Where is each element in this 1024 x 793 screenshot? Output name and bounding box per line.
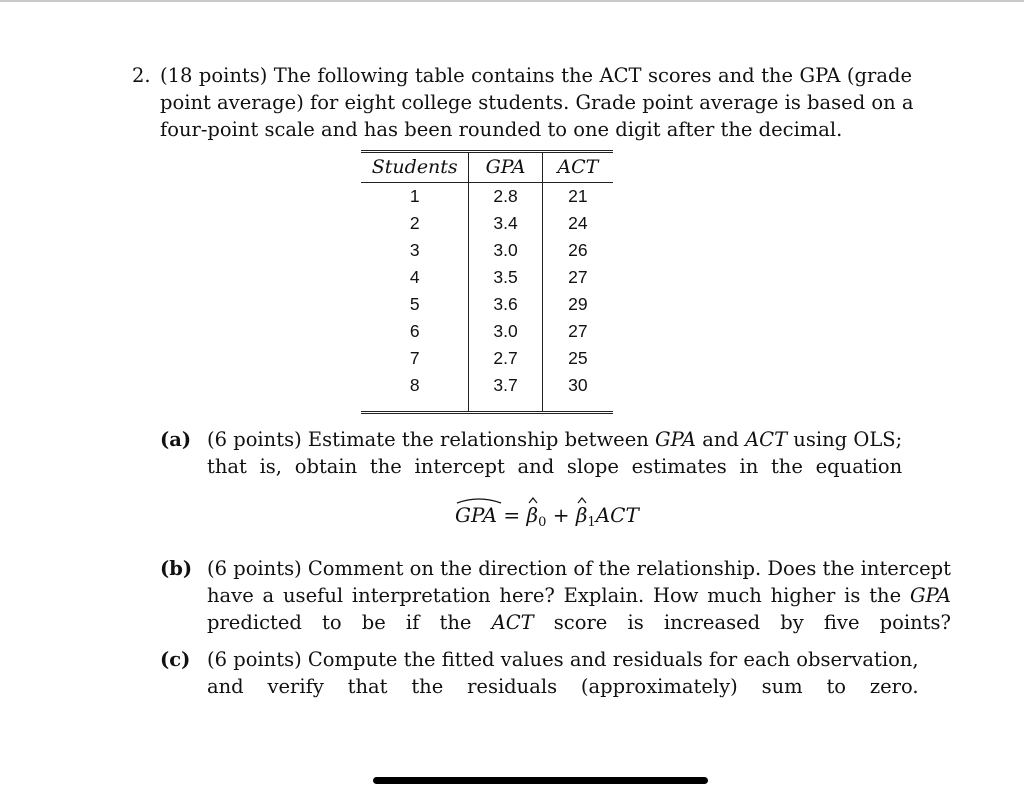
- table-row: [361, 291, 613, 318]
- cell-student: 1: [361, 183, 469, 211]
- eq-plus: +: [546, 503, 576, 527]
- var-act: ACT: [745, 428, 788, 451]
- part-b-text-2: have a useful interpretation here? Explain. How much higher is the: [207, 584, 910, 607]
- hat-icon: [576, 496, 588, 504]
- beta0: [527, 500, 539, 530]
- var-gpa: GPA: [909, 584, 951, 607]
- cell-student: 6: [361, 318, 469, 345]
- table-header-row: [361, 152, 613, 183]
- problem-intro: [160, 62, 912, 143]
- table-row: [361, 237, 613, 264]
- part-c-line-1: (6 points) Compute the fitted values and residuals for each observation,: [207, 648, 919, 671]
- gpa-hat: [455, 500, 497, 530]
- cell-act: 21: [568, 186, 588, 206]
- part-c-text: [207, 646, 919, 700]
- part-a-text: [207, 426, 902, 480]
- part-b-line-2: [207, 582, 951, 609]
- intro-line-3: four-point scale and has been rounded to one digit after the decimal.: [160, 118, 843, 141]
- eq-sub-1: 1: [587, 515, 596, 530]
- eq-beta-0: β: [526, 503, 539, 527]
- cell-act: 26: [568, 240, 588, 260]
- table-row: [361, 318, 613, 345]
- top-divider: [0, 0, 1024, 2]
- part-a-text-3: using OLS;: [787, 428, 903, 451]
- eq-act: ACT: [595, 503, 639, 527]
- cell-student: 2: [361, 210, 469, 237]
- hat-icon: [527, 496, 539, 504]
- cell-act: 24: [568, 213, 588, 233]
- part-a-text-2: and: [696, 428, 746, 451]
- table-row: [361, 264, 613, 291]
- home-indicator[interactable]: [373, 777, 708, 784]
- cell-student: 7: [361, 345, 469, 372]
- cell-student: 4: [361, 264, 469, 291]
- padding-cell: [542, 399, 613, 413]
- intro-line-1: (18 points) The following table contains the ACT scores and the GPA (grade: [160, 64, 912, 87]
- eq-sub-0: 0: [538, 515, 547, 530]
- cell-student: 8: [361, 372, 469, 399]
- cell-gpa: 3.0: [469, 318, 542, 345]
- cell-act: 25: [568, 348, 588, 368]
- part-b-text-4: score is increased by five points?: [533, 611, 951, 634]
- cell-gpa: 2.7: [469, 345, 542, 372]
- cell-gpa: 3.5: [469, 264, 542, 291]
- cell-gpa: 3.7: [469, 372, 542, 399]
- gpa-act-table: [361, 150, 613, 414]
- part-a-line-1: [207, 426, 902, 453]
- part-a-text-1: (6 points) Estimate the relationship between: [207, 428, 655, 451]
- cell-act: 27: [568, 321, 588, 341]
- part-b-line-3: [207, 609, 951, 636]
- part-b-line-1: (6 points) Comment on the direction of the relationship. Does the intercept: [207, 557, 951, 580]
- header-gpa: GPA: [469, 152, 542, 183]
- cell-act: 27: [568, 267, 588, 287]
- eq-lhs: GPA: [455, 503, 498, 527]
- part-a-label: (a): [160, 428, 192, 451]
- part-b-text-3: predicted to be if the: [207, 611, 492, 634]
- cell-gpa: 2.8: [469, 183, 542, 211]
- padding-cell: [361, 399, 469, 413]
- padding-cell: [469, 399, 542, 413]
- eq-beta-1: β: [575, 503, 588, 527]
- problem-number: 2.: [132, 64, 151, 87]
- var-gpa: GPA: [655, 428, 696, 451]
- cell-gpa: 3.6: [469, 291, 542, 318]
- table-row: [361, 372, 613, 399]
- cell-gpa: 3.4: [469, 210, 542, 237]
- table-body: [361, 183, 613, 413]
- wide-hat-icon: [455, 496, 503, 504]
- regression-equation: [455, 500, 639, 538]
- part-b-text: [207, 555, 951, 636]
- beta1: [576, 500, 588, 530]
- cell-act: 30: [568, 375, 588, 395]
- cell-student: 3: [361, 237, 469, 264]
- cell-act: 29: [568, 294, 588, 314]
- part-c-label: (c): [160, 648, 191, 671]
- table-row: [361, 183, 613, 211]
- part-b-label: (b): [160, 557, 193, 580]
- table-row: [361, 345, 613, 372]
- cell-student: 5: [361, 291, 469, 318]
- table-padding-row: [361, 399, 613, 413]
- header-students: Students: [361, 152, 469, 183]
- part-a-line-2: that is, obtain the intercept and slope estimates in the equation: [207, 455, 903, 478]
- var-act: ACT: [491, 611, 534, 634]
- header-act: ACT: [542, 152, 613, 183]
- eq-equals: =: [497, 503, 527, 527]
- table-row: [361, 210, 613, 237]
- part-c-line-2: and verify that the residuals (approximately) sum to zero.: [207, 675, 919, 698]
- cell-gpa: 3.0: [469, 237, 542, 264]
- intro-line-2: point average) for eight college students. Grade point average is based on a: [160, 91, 914, 114]
